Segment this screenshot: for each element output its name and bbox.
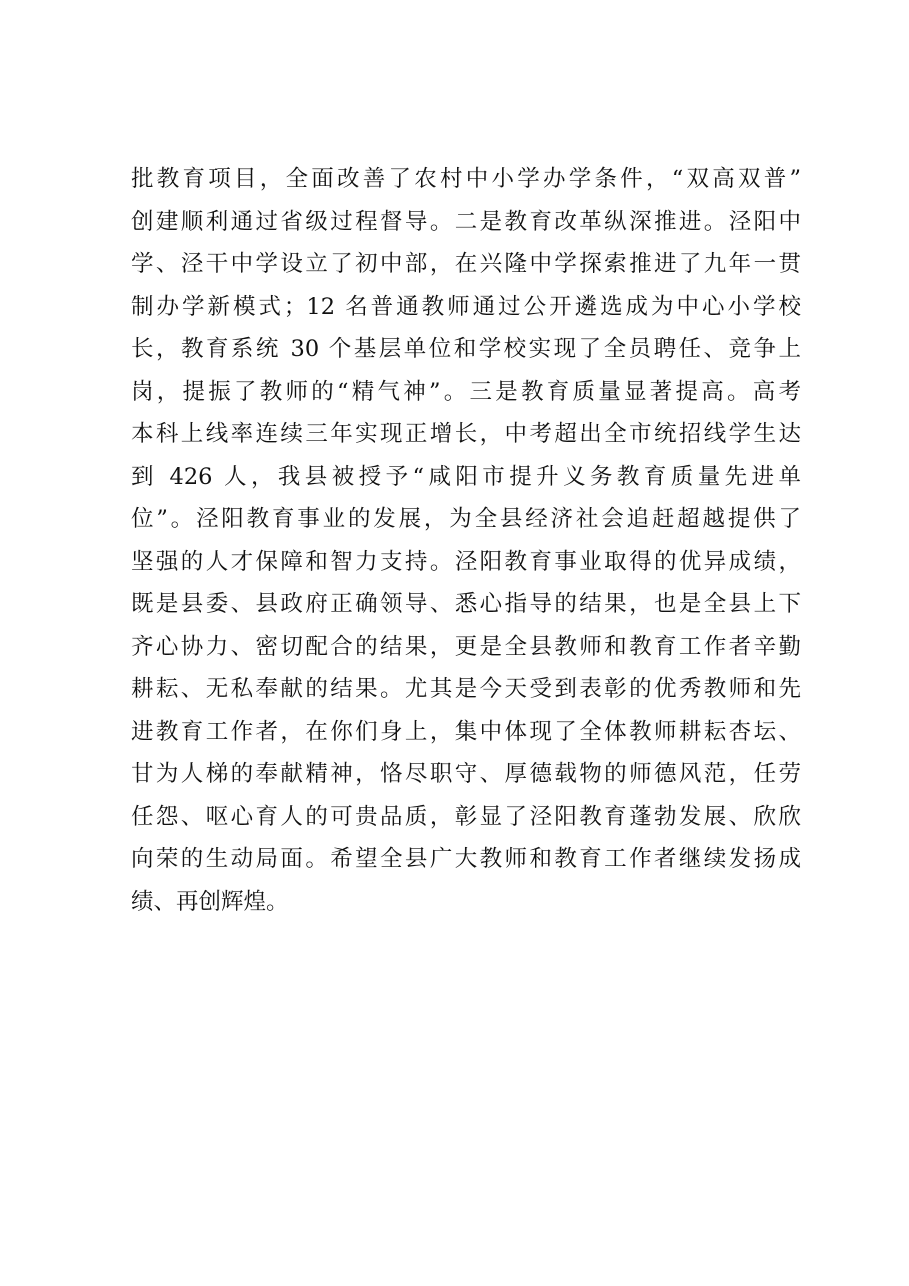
text-line: 坚强的人才保障和智力支持。泾阳教育事业取得的优异成绩， [131, 548, 801, 575]
text-line: 岗，提振了教师的“精气神”。三是教育质量显著提高。高考 [131, 378, 801, 405]
text-line: 长，教育系统 30 个基层单位和学校实现了全员聘任、竞争上 [131, 336, 801, 362]
text-line: 任怨、呕心育人的可贵品质，彰显了泾阳教育蓬勃发展、欣欣 [131, 803, 801, 830]
text-line: 学、泾干中学设立了初中部，在兴隆中学探索推进了九年一贯 [131, 251, 801, 277]
text-line: 批教育项目，全面改善了农村中小学办学条件，“双高双普” [131, 166, 801, 192]
text-line: 齐心协力、密切配合的结果，更是全县教师和教育工作者辛勤 [131, 633, 801, 660]
body-paragraph [131, 158, 801, 923]
text-line: 绩、再创辉煌。 [131, 888, 289, 915]
text-line: 位”。泾阳教育事业的发展，为全县经济社会追赶超越提供了 [131, 506, 801, 532]
text-line: 本科上线率连续三年实现正增长，中考超出全市统招线学生达 [131, 421, 801, 447]
text-line: 耕耘、无私奉献的结果。尤其是今天受到表彰的优秀教师和先 [131, 676, 801, 702]
text-line: 到 426 人，我县被授予“咸阳市提升义务教育质量先进单 [131, 463, 801, 490]
text-line: 制办学新模式；12 名普通教师通过公开遴选成为中心小学校 [131, 293, 801, 320]
text-line: 向荣的生动局面。希望全县广大教师和教育工作者继续发扬成 [131, 846, 801, 872]
text-line: 甘为人梯的奉献精神，恪尽职守、厚德载物的师德风范，任劳 [131, 761, 801, 787]
text-line: 进教育工作者，在你们身上，集中体现了全体教师耕耘杏坛、 [131, 718, 801, 745]
text-line: 创建顺利通过省级过程督导。二是教育改革纵深推进。泾阳中 [131, 208, 801, 235]
text-line: 既是县委、县政府正确领导、悉心指导的结果，也是全县上下 [131, 591, 801, 617]
